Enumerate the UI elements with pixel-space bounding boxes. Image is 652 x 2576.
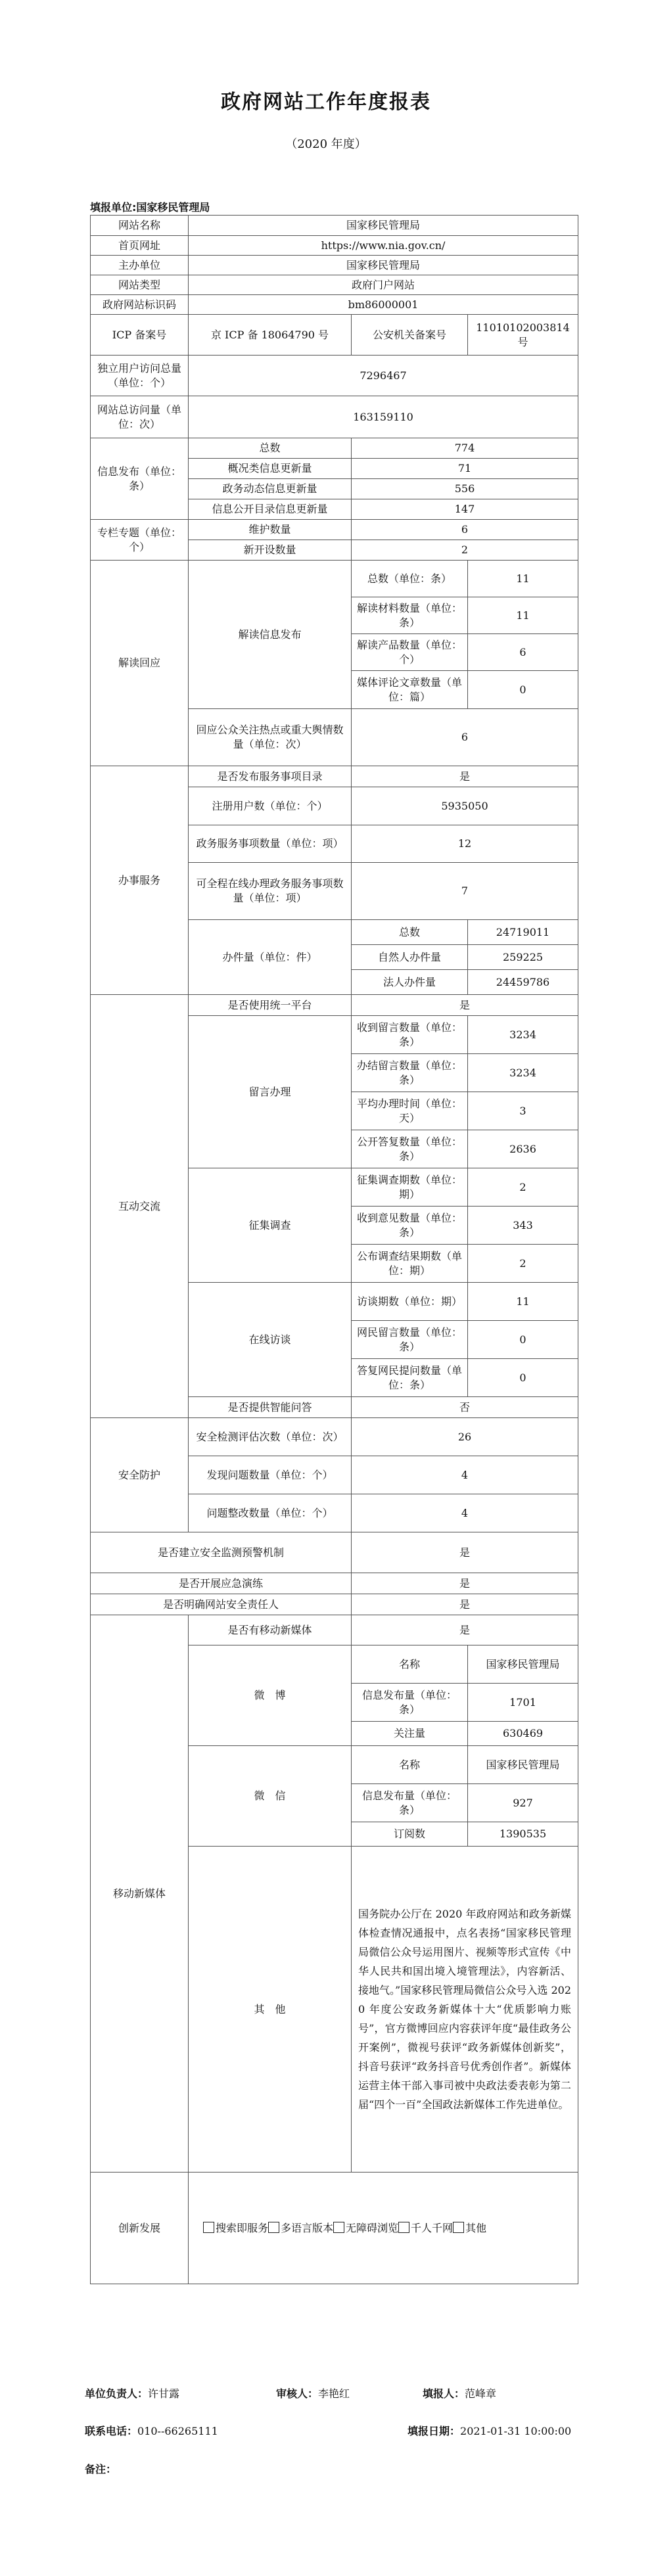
interaction-section-label: 互动交流 [91, 995, 189, 1418]
reporting-unit: 填报单位:国家移民管理局 [90, 201, 210, 214]
footer-reviewer: 审核人：李艳红 [276, 2387, 350, 2400]
row-icp: ICP 备案号 京 ICP 备 18064790 号 公安机关备案号 11010102003814 号 [91, 315, 578, 356]
footer-filler: 填报人：范峰章 [423, 2387, 497, 2400]
row-site-type: 网站类型 政府门户网站 [91, 275, 578, 295]
report-table: 网站名称 国家移民管理局 首页网址 https://www.nia.gov.cn/ 主办单位 国家移民管理局 网站类型 政府门户网站 政府网站标识码 bm86000001 ICP 备案号 京 ICP 备 18064790 号 公安机关备案号 11010102003814 号 独立用户访问总量（单位：个） 7296467 网站总访问量（单位：次） 163159110 信息发布（单位：条） 总数 774 概况类信息更新量 71 政务动态信息更新量 556 信息公开目录信息更新量 147 专栏专题（单位：个） 维护数量 6 新开设数量 2 解读回应 解读信息发布 总数（单位：条） 11 解读材料数量（单位：条） 11 解读产品数量（单位：个） 6 媒体评论文章数量（单位：篇） 0 回应公众关注热点或重大舆情数量（单位：次） 6 办事服务 是否发布服务事项目录 是 注册用户数（单位：个） 5935050 政务服务事项数量（单位：项） 12 可全程在线办理政务服务事项数量（单位：项） 7 办件量（单位：件） 总数 24719011 自然人办件量 259225 法人办件量 24459786 互动交流 是否使用统一平台 是 留言办理 收到留言数量（单位：条） 3234 办结留言数量（单位：条） 3234 平均办理时间（单位：天） 3 公开答复数量（单位：条） 2636 征集调查 征集调查期数（单位：期） 2 收到意见数量（单位：条） 343 公布调查结果期数（单位：期） 2 在线访谈 访谈期数（单位：期） 11 网民留言数量（单位：条） 0 答复网民提问数量（单位：条） 0 是否提供智能问答 否 安全防护 安全检测评估次数（单位：次） 26 发现问题数量（单位：个） 4 问题整改数量（单位：个） 4 是否建立安全监测预警机制 是 是否开展应急演练 是 是否明确网站安全责任人 是 移动新媒体 是否有移动新媒体 是 微 博 名称 国家移民管理局 信息发布量（单位：条） 1701 关注量 630469 微 信 名称 国家移民管理局 信息发布量（单位：条） 927 订阅数 1390535 其 他 国务院办公厅在 2020 年政府网站和政务新媒体检查情况通报中，点名表扬“国家移民管理局微信公众号运用图片、视频等形式宣传《中华人民共和国出境入境管理法》，内容新活、接地气。”国家移民管理局微信公众号入选 2020 年度公安政务新媒体十大“优质影响力账号”，官方微博回应内容获评年度“最佳政务公开案例”，微视号获评“政务新媒体创新奖”，抖音号获评“政务抖音号优秀创作者”。新媒体运营主体干部入事司被中央政法委表彰为第二届“四个一百”全国政法新媒体工作先进单位。 创新发展 搜索即服务 多语言版本 无障碍浏览 千人千网 其他 [90, 215, 578, 2284]
innovation-option-accessible[interactable]: 无障碍浏览 [333, 2222, 398, 2234]
row-org: 主办单位 国家移民管理局 [91, 256, 578, 275]
row-security-check: 安全防护 安全检测评估次数（单位：次） 26 [91, 1418, 578, 1456]
media-section-label: 移动新媒体 [91, 1615, 189, 2173]
innovation-option-other[interactable]: 其他 [453, 2222, 486, 2234]
row-info-total: 信息发布（单位：条） 总数 774 [91, 438, 578, 459]
checkbox-icon[interactable] [268, 2222, 279, 2233]
checkbox-icon[interactable] [453, 2222, 464, 2233]
innovation-section-label: 创新发展 [91, 2173, 189, 2284]
home-url-link[interactable]: https://www.nia.gov.cn/ [189, 236, 578, 256]
security-section-label: 安全防护 [91, 1418, 189, 1532]
wechat-label: 微 信 [189, 1746, 352, 1847]
report-title: 政府网站工作年度报表 [221, 91, 431, 114]
row-special-maintain: 专栏专题（单位：个） 维护数量 6 [91, 520, 578, 540]
row-has-media: 移动新媒体 是否有移动新媒体 是 [91, 1615, 578, 1645]
row-unified-platform: 互动交流 是否使用统一平台 是 [91, 995, 578, 1016]
footer-date: 填报日期：2021-01-31 10:00:00 [408, 2425, 572, 2437]
checkbox-icon[interactable] [203, 2222, 214, 2233]
row-page-views: 网站总访问量（单位：次） 163159110 [91, 396, 578, 438]
info-section-label: 信息发布（单位：条） [91, 438, 189, 520]
media-other-text: 国务院办公厅在 2020 年政府网站和政务新媒体检查情况通报中，点名表扬“国家移民管理局微信公众号运用图片、视频等形式宣传《中华人民共和国出境入境管理法》，内容新活、接地气。”国家移民管理局微信公众号入选 2020 年度公安政务新媒体十大“优质影响力账号”，官方微博回应内容获评年度“最佳政务公开案例”，微视号获评“政务新媒体创新奖”，抖音号获评“政务抖音号优秀创作者”。新媒体运营主体干部入事司被中央政法委表彰为第二届“四个一百”全国政法新媒体工作先进单位。 [352, 1847, 578, 2173]
interpret-section-label: 解读回应 [91, 561, 189, 766]
row-service-catalog: 办事服务 是否发布服务事项目录 是 [91, 766, 578, 787]
checkbox-icon[interactable] [398, 2222, 409, 2233]
report-year: （2020 年度） [285, 137, 367, 151]
service-section-label: 办事服务 [91, 766, 189, 995]
footer-note: 备注： [85, 2463, 117, 2475]
special-section-label: 专栏专题（单位：个） [91, 520, 189, 561]
row-site-name: 网站名称 国家移民管理局 [91, 216, 578, 236]
row-interpret-total: 解读回应 解读信息发布 总数（单位：条） 11 [91, 561, 578, 597]
row-unique-visitors: 独立用户访问总量（单位：个） 7296467 [91, 356, 578, 396]
footer-head: 单位负责人：许甘露 [85, 2387, 180, 2400]
footer-phone: 联系电话：010--66265111 [85, 2425, 218, 2437]
checkbox-icon[interactable] [333, 2222, 344, 2233]
row-site-code: 政府网站标识码 bm86000001 [91, 295, 578, 315]
innovation-option-personal[interactable]: 千人千网 [398, 2222, 453, 2234]
row-home-url: 首页网址 https://www.nia.gov.cn/ [91, 236, 578, 256]
innovation-option-multilang[interactable]: 多语言版本 [268, 2222, 333, 2234]
weibo-label: 微 博 [189, 1645, 352, 1746]
innovation-option-search[interactable]: 搜索即服务 [203, 2222, 268, 2234]
row-innovation [91, 2173, 578, 2284]
